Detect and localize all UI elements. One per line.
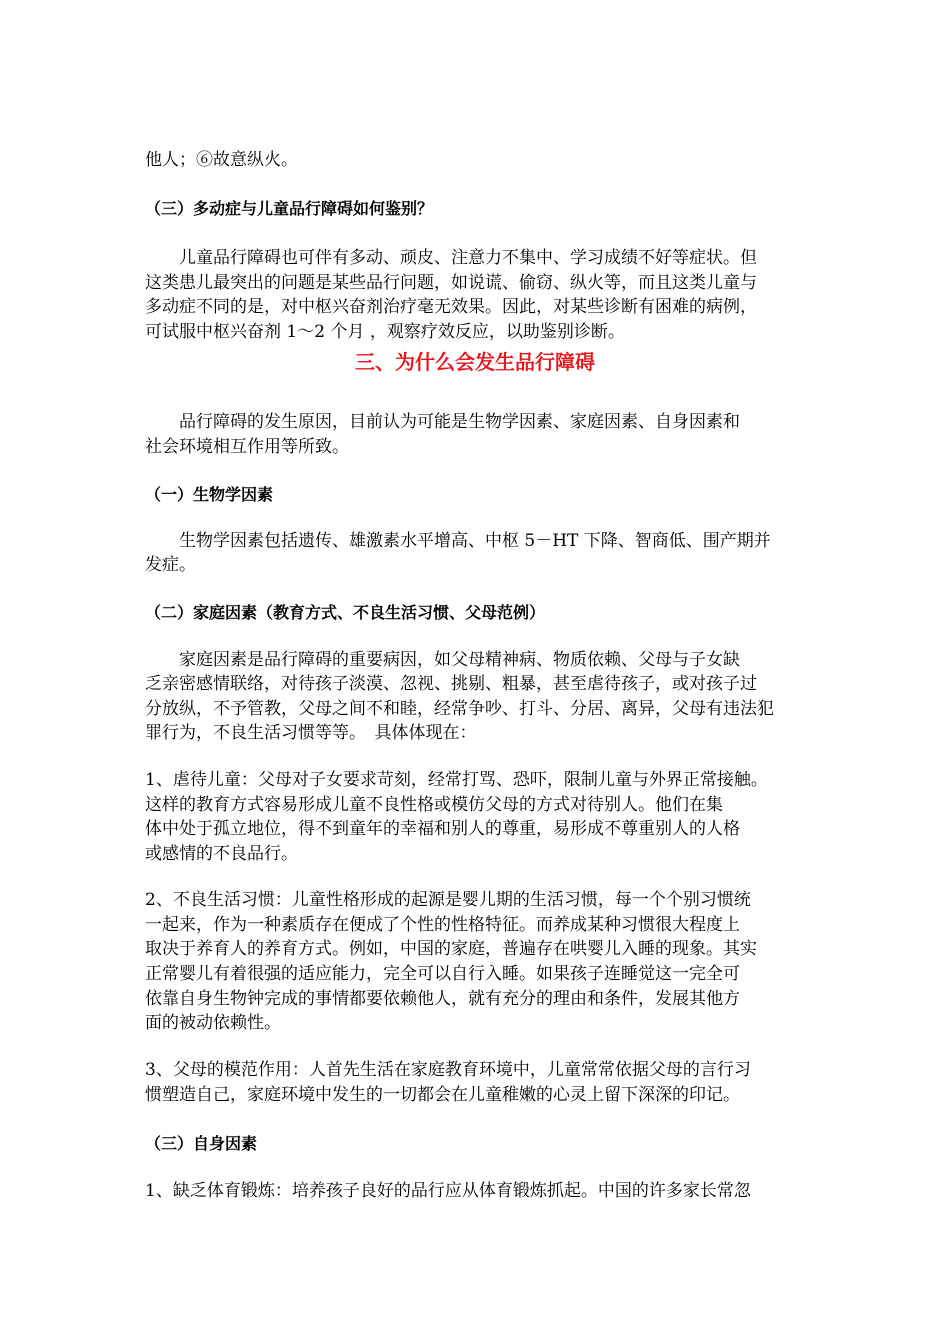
text-line: 1、虐待儿童：父母对子女要求苛刻，经常打骂、恐吓，限制儿童与外界正常接触。 xyxy=(145,770,768,790)
subheading-self: （三）自身因素 xyxy=(145,1134,258,1153)
subheading-differential: （三）多动症与儿童品行障碍如何鉴别？ xyxy=(145,199,434,218)
subheading-family: （二）家庭因素（教育方式、不良生活习惯、父母范例） xyxy=(145,603,546,622)
text-line: 他人；⑥故意纵火。 xyxy=(145,150,298,170)
text-line: 社会环境相互作用等所致。 xyxy=(145,437,349,457)
text-line: 这类患儿最突出的问题是某些品行问题，如说谎、偷窃、纵火等，而且这类儿童与 xyxy=(145,273,757,293)
text-line: 面的被动依赖性。 xyxy=(145,1013,281,1033)
text-line: 依靠自身生物钟完成的事情都要依赖他人，就有充分的理由和条件，发展其他方 xyxy=(145,989,740,1009)
text-line: 儿童品行障碍也可伴有多动、顽皮、注意力不集中、学习成绩不好等症状。但 xyxy=(179,248,757,268)
text-line: 3、父母的模范作用：人首先生活在家庭教育环境中，儿童常常依据父母的言行习 xyxy=(145,1060,751,1080)
text-line: 正常婴儿有着很强的适应能力，完全可以自行入睡。如果孩子连睡觉这一完全可 xyxy=(145,964,740,984)
text-line: 这样的教育方式容易形成儿童不良性格或模仿父母的方式对待别人。他们在集 xyxy=(145,795,723,815)
text-line: 生物学因素包括遗传、雄激素水平增高、中枢 5－HT 下降、智商低、围产期并 xyxy=(179,531,771,551)
text-line: 一起来，作为一种素质存在便成了个性的性格特征。而养成某种习惯很大程度上 xyxy=(145,915,740,935)
text-line: 品行障碍的发生原因，目前认为可能是生物学因素、家庭因素、自身因素和 xyxy=(179,412,740,432)
text-line: 或感情的不良品行。 xyxy=(145,844,298,864)
text-line: 多动症不同的是，对中枢兴奋剂治疗毫无效果。因此，对某些诊断有困难的病例， xyxy=(145,297,757,317)
text-line: 罪行为，不良生活习惯等等。 具体体现在： xyxy=(145,723,477,743)
subheading-biological: （一）生物学因素 xyxy=(145,485,274,504)
text-line: 2、不良生活习惯：儿童性格形成的起源是婴儿期的生活习惯，每一个个别习惯统 xyxy=(145,890,751,910)
text-line: 发症。 xyxy=(145,555,196,575)
text-line: 体中处于孤立地位，得不到童年的幸福和别人的尊重，易形成不尊重别人的人格 xyxy=(145,819,740,839)
text-line: 家庭因素是品行障碍的重要病因，如父母精神病、物质依赖、父母与子女缺 xyxy=(179,650,740,670)
section-title: 三、为什么会发生品行障碍 xyxy=(355,350,595,374)
text-line: 取决于养育人的养育方式。例如，中国的家庭，普遍存在哄婴儿入睡的现象。其实 xyxy=(145,939,757,959)
text-line: 乏亲密感情联络，对待孩子淡漠、忽视、挑剔、粗暴，甚至虐待孩子，或对孩子过 xyxy=(145,674,757,694)
text-line: 可试服中枢兴奋剂 1～2 个月 ，观察疗效反应，以助鉴别诊断。 xyxy=(145,322,625,342)
text-line: 惯塑造自己，家庭环境中发生的一切都会在儿童稚嫩的心灵上留下深深的印记。 xyxy=(145,1085,740,1105)
text-line: 分放纵，不予管教，父母之间不和睦，经常争吵、打斗、分居、离异，父母有违法犯 xyxy=(145,699,774,719)
text-line: 1、缺乏体育锻炼：培养孩子良好的品行应从体育锻炼抓起。中国的许多家长常忽 xyxy=(145,1181,751,1201)
